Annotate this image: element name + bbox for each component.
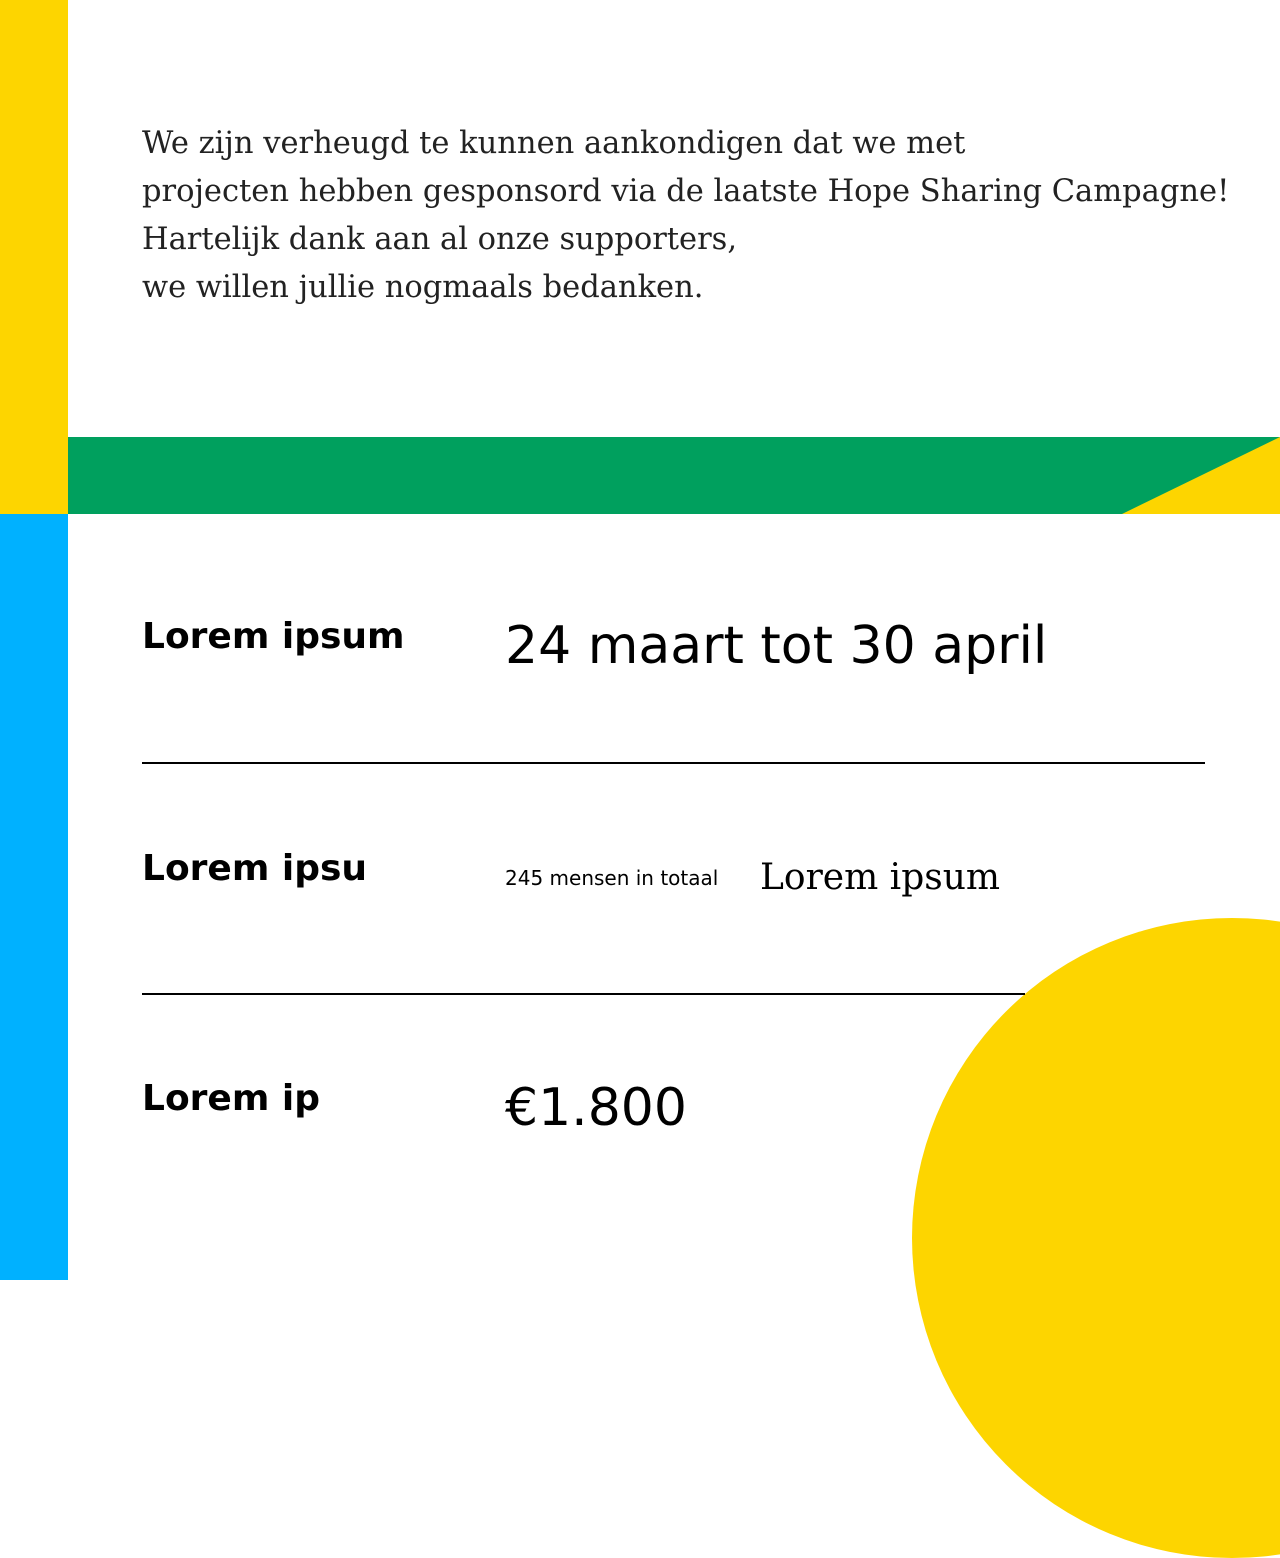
row-2-detail: 245 mensen in totaal [505,866,719,890]
green-band [68,437,1280,514]
row-2-label: Lorem ipsu [142,848,368,889]
row-1-label: Lorem ipsum [142,616,405,657]
yellow-circle-decoration [912,918,1280,1558]
yellow-side-bar [0,0,68,514]
divider-2 [142,993,1025,995]
intro-text [142,120,1262,312]
row-2-value: Lorem ipsum [760,857,1001,898]
intro-line-4: we willen jullie nogmaals bedanken. [142,270,704,305]
intro-line-1: We zijn verheugd te kunnen aankondigen dat we met [142,126,966,161]
intro-line-2: projecten hebben gesponsord via de laatste Hope Sharing Campagne! [142,174,1230,209]
intro-line-3: Hartelijk dank aan al onze supporters, [142,222,738,257]
yellow-corner-triangle [1122,437,1280,514]
row-3-label: Lorem ip [142,1078,320,1119]
row-1-value: 24 maart tot 30 april [505,616,1048,676]
divider-1 [142,762,1205,764]
blue-side-bar [0,514,68,1280]
row-3-value: €1.800 [505,1078,687,1138]
